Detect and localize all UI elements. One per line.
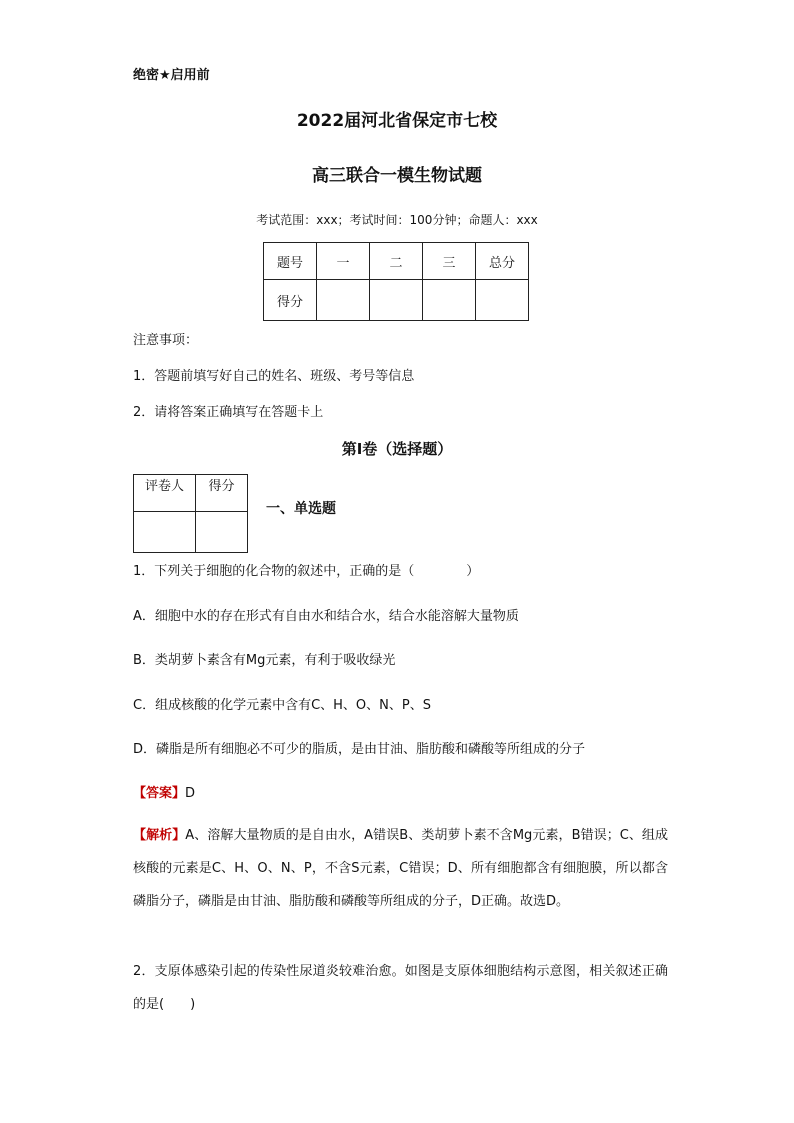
score-table-header: 题号	[264, 243, 317, 280]
question-1-answer	[133, 782, 195, 801]
subsection-title: 一、单选题	[266, 501, 336, 517]
question-1-option-c: C．组成核酸的化学元素中含有C、H、O、N、P、S	[133, 698, 431, 713]
score-label: 得分	[264, 280, 317, 321]
score-table-header: 三	[423, 243, 476, 280]
grader-score-label: 得分	[196, 475, 248, 512]
note-item: 2．请将答案正确填写在答题卡上	[133, 405, 324, 420]
score-table-header: 总分	[476, 243, 529, 280]
score-cell[interactable]	[317, 280, 370, 321]
analysis-tag: 【解析】	[133, 828, 186, 843]
grader-score-cell[interactable]	[196, 512, 248, 553]
grader-table	[133, 474, 248, 553]
question-1-stem: 1．下列关于细胞的化合物的叙述中，正确的是（ ）	[133, 564, 480, 579]
question-1-option-a: A．细胞中水的存在形式有自由水和结合水，结合水能溶解大量物质	[133, 609, 519, 624]
grader-label: 评卷人	[134, 475, 196, 512]
score-table	[263, 242, 529, 321]
score-cell[interactable]	[370, 280, 423, 321]
answer-value: D	[185, 786, 196, 801]
score-table-header-row	[264, 243, 529, 280]
question-1-analysis	[133, 819, 668, 918]
exam-info: 考试范围：xxx；考试时间：100分钟；命题人：xxx	[256, 213, 538, 227]
analysis-text: A、溶解大量物质的是自由水，A错误B、类胡萝卜素不含Mg元素，B错误；C、组成核酸的元素是C、H、O、N、P，不含S元素，C错误；D、所有细胞都含有细胞膜，所以都含磷脂分子，磷脂是由甘油、脂肪酸和磷酸等所组成的分子，D正确。故选D。	[133, 828, 668, 909]
exam-title-line1: 2022届河北省保定市七校	[296, 111, 498, 131]
secret-mark: 绝密★启用前	[133, 68, 210, 83]
notes-heading: 注意事项：	[133, 333, 199, 348]
question-1-option-b: B．类胡萝卜素含有Mg元素，有利于吸收绿光	[133, 653, 396, 668]
score-table-header: 一	[317, 243, 370, 280]
question-2-stem: 2．支原体感染引起的传染性尿道炎较难治愈。如图是支原体细胞结构示意图，相关叙述正确的是( )	[133, 964, 668, 1012]
score-table-score-row	[264, 280, 529, 321]
section-title: 第I卷（选择题）	[341, 440, 453, 458]
question-1-option-d: D．磷脂是所有细胞必不可少的脂质，是由甘油、脂肪酸和磷酸等所组成的分子	[133, 742, 586, 757]
score-cell[interactable]	[476, 280, 529, 321]
score-table-header: 二	[370, 243, 423, 280]
score-cell[interactable]	[423, 280, 476, 321]
grader-cell[interactable]	[134, 512, 196, 553]
exam-title-line2: 高三联合一模生物试题	[312, 166, 482, 186]
answer-tag: 【答案】	[133, 786, 186, 801]
note-item: 1．答题前填写好自己的姓名、班级、考号等信息	[133, 369, 415, 384]
